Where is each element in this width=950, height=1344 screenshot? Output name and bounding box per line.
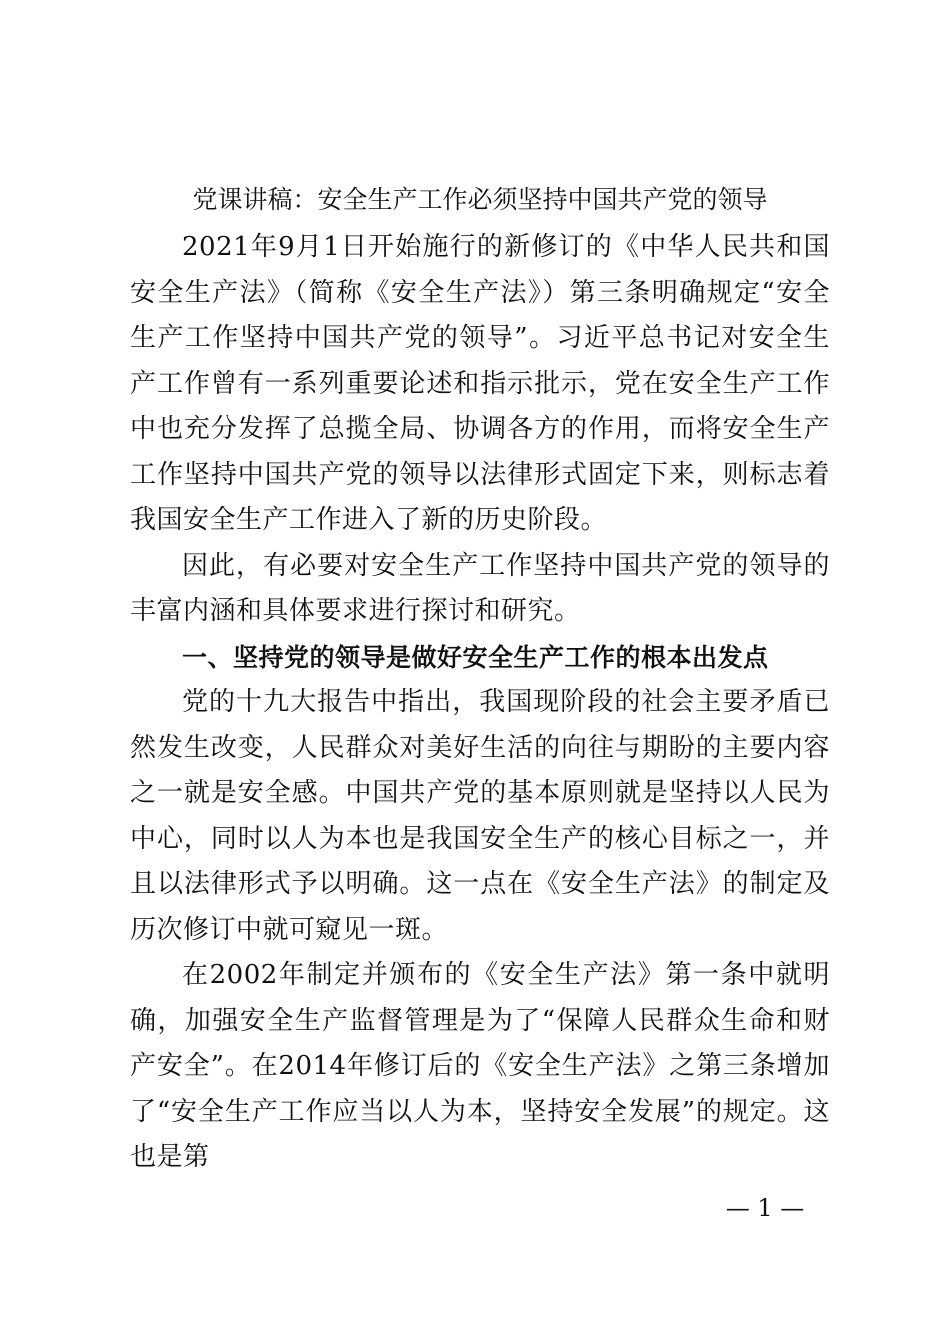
paragraph-purpose: 因此，有必要对安全生产工作坚持中国共产党的领导的丰富内涵和具体要求进行探讨和研究。 xyxy=(130,550,830,626)
paragraph-section1-a: 党的十九大报告中指出，我国现阶段的社会主要矛盾已然发生改变，人民群众对美好生活的向往与期盼的主要内容之一就是安全感。中国共产党的基本原则就是坚持以人民为中心，同时以人为本也是我国安全生产的核心目标之一，并且以法律形式予以明确。这一点在《安全生产法》的制定及历次修订中就可窥见一斑。 xyxy=(130,687,830,945)
document-body xyxy=(130,225,830,1181)
paragraph-section1-b: 在2002年制定并颁布的《安全生产法》第一条中就明确，加强安全生产监督管理是为了“保障人民群众生命和财产安全”。在2014年修订后的《安全生产法》之第三条增加了“安全生产工作应当以人为本，坚持安全发展”的规定。这也是第 xyxy=(130,960,830,1172)
paragraph-intro: 2021年9月1日开始施行的新修订的《中华人民共和国安全生产法》（简称《安全生产法》）第三条明确规定“安全生产工作坚持中国共产党的领导”。习近平总书记对安全生产工作曾有一系列重要论述和指示批示，党在安全生产工作中也充分发挥了总揽全局、协调各方的作用，而将安全生产工作坚持中国共产党的领导以法律形式固定下来，则标志着我国安全生产工作进入了新的历史阶段。 xyxy=(130,232,830,535)
page-number: — 1 — xyxy=(725,1194,805,1222)
document-title: 党课讲稿：安全生产工作必须坚持中国共产党的领导 xyxy=(192,185,768,214)
section-heading-1: 一、坚持党的领导是做好安全生产工作的根本出发点 xyxy=(182,642,769,672)
